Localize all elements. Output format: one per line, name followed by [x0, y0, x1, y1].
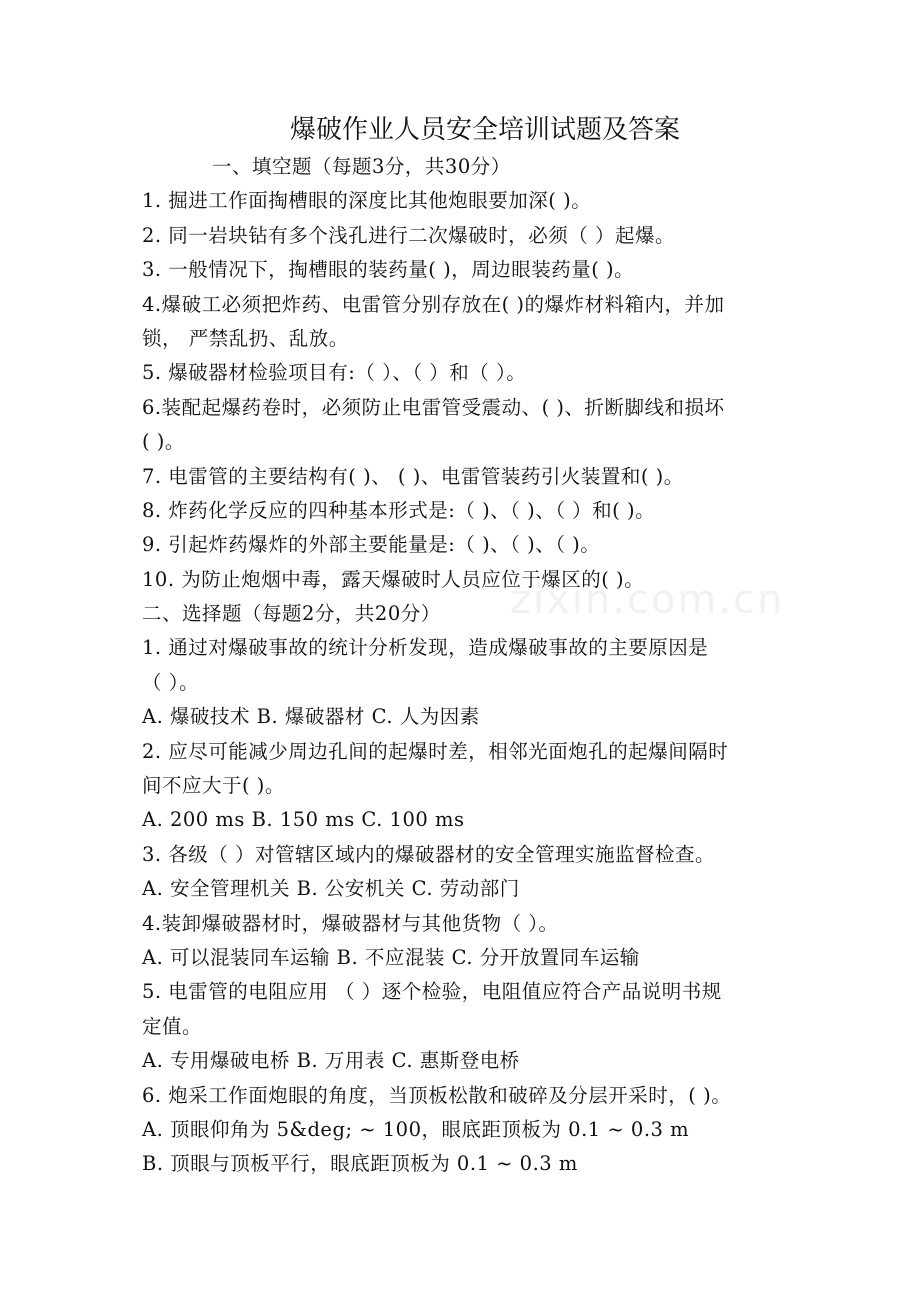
- text-line: 1. 掘进工作面掏槽眼的深度比其他炮眼要加深( )。: [142, 189, 592, 213]
- text-line: 5. 电雷管的电阻应用 （ ）逐个检验，电阻值应符合产品说明书规: [142, 980, 722, 1004]
- text-line: 2. 同一岩块钻有多个浅孔进行二次爆破时，必须（ ）起爆。: [142, 223, 676, 247]
- text-line: 8. 炸药化学反应的四种基本形式是:（ )、（ )、（ ）和( )。: [142, 498, 656, 522]
- text-line: 定值。: [142, 1014, 203, 1038]
- text-line: 3. 各级（ ）对管辖区域内的爆破器材的安全管理实施监督检查。: [142, 842, 716, 866]
- section-heading-fill-blank: 一、填空题（每题3分，共30分）: [212, 155, 511, 178]
- answer-options: A. 专用爆破电桥 B. 万用表 C. 惠斯登电桥: [142, 1049, 520, 1073]
- text-line: 6. 炮采工作面炮眼的角度，当顶板松散和破碎及分层开采时，( )。: [142, 1083, 732, 1107]
- answer-option-b: B. 顶眼与顶板平行，眼底距顶板为 0.1 ~ 0.3 m: [142, 1152, 578, 1176]
- text-line: ( )。: [142, 430, 185, 454]
- document-title: 爆破作业人员安全培训试题及答案: [289, 115, 680, 145]
- text-line: 6.装配起爆药卷时，必须防止电雷管受震动、( )、折断脚线和损坏: [142, 395, 725, 419]
- answer-options: A. 可以混装同车运输 B. 不应混装 C. 分开放置同车运输: [142, 945, 640, 969]
- text-line: 4.装卸爆破器材时，爆破器材与其他货物（ ）。: [142, 911, 559, 935]
- text-line: 9. 引起炸药爆炸的外部主要能量是:（ )、（ )、（ )。: [142, 533, 601, 557]
- text-line: 7. 电雷管的主要结构有( )、 ( )、电雷管装药引火装置和( )。: [142, 464, 684, 488]
- document-body: [142, 150, 792, 1182]
- text-line: 间不应大于( )。: [142, 774, 285, 798]
- title-container: [0, 112, 920, 148]
- answer-options: A. 200 ms B. 150 ms C. 100 ms: [142, 808, 465, 832]
- text-line: 锁， 严禁乱扔、乱放。: [142, 326, 349, 350]
- text-line: 1. 通过对爆破事故的统计分析发现，造成爆破事故的主要原因是: [142, 636, 709, 660]
- answer-options: A. 安全管理机关 B. 公安机关 C. 劳动部门: [142, 877, 520, 901]
- watermark: zixin.com.cn: [510, 577, 785, 623]
- answer-options: A. 爆破技术 B. 爆破器材 C. 人为因素: [142, 705, 480, 729]
- text-line: （ ）。: [142, 670, 199, 694]
- text-line: 2. 应尽可能减少周边孔间的起爆时差，相邻光面炮孔的起爆间隔时: [142, 739, 729, 763]
- text-line: 3. 一般情况下，掏槽眼的装药量( )，周边眼装药量( )。: [142, 258, 635, 282]
- answer-option-a: A. 顶眼仰角为 5&deg; ~ 100，眼底距顶板为 0.1 ~ 0.3 m: [142, 1117, 690, 1141]
- text-line: 10. 为防止炮烟中毒，露天爆破时人员应位于爆区的( )。: [142, 567, 645, 591]
- section-heading-choice: 二、选择题（每题2分，共20分）: [142, 602, 441, 626]
- text-line: 5. 爆破器材检验项目有:（ ）、（ ）和（ ）。: [142, 361, 527, 385]
- text-line: 4.爆破工必须把炸药、电雷管分别存放在( )的爆炸材料箱内，并加: [142, 292, 725, 316]
